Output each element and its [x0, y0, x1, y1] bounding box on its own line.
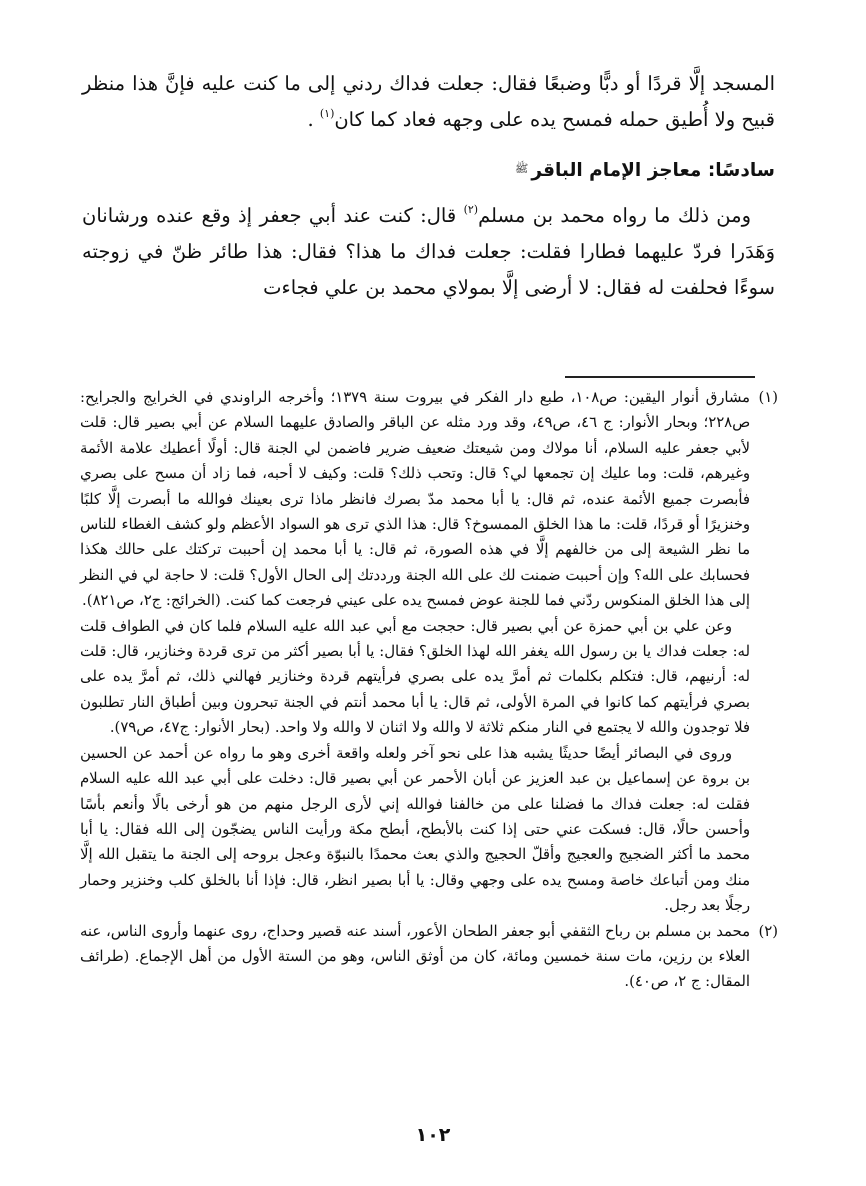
page-number: ١٠٢	[415, 1124, 451, 1146]
continuation-paragraph	[82, 66, 775, 138]
body-paragraph	[82, 198, 775, 306]
footnote-paragraph: وعن علي بن أبي حمزة عن أبي بصير قال: حججت مع أبي عبد الله عليه السلام فلما كان في الطواف قلت له: جعلت فداك يا بن رسول الله يغفر الله لهذا الخلق؟ فقال: يا أبا بصير أكثر من ترى قردة وخنازير، قال: قلت له: أرنيهم، قال: فتكلم بكلمات ثم أمرَّ يده على بصري فرأيتهم قردة وخنازير فهالني ذلك، ثم أمرَّ يده على بصري فرأيتهم كما كانوا في المرة الأولى، ثم قال: يا أبا محمد أنتم في الجنة تبحرون وبين أطباق النار تطلبون فلا توجدون والله لا يجتمع في النار منكم ثلاثة لا والله ولا اثنان لا والله ولا واحد. (بحار الأنوار: ج٤٧، ص٧٩).	[80, 617, 750, 737]
footnote-separator	[565, 376, 755, 378]
main-text	[82, 66, 775, 138]
paragraph-text-start: ومن ذلك ما رواه محمد بن مسلم	[478, 204, 751, 227]
footnote-paragraph: وروى في البصائر أيضًا حديثًا يشبه هذا على نحو آخر ولعله واقعة أخرى وهو ما رواه عن أحمد عن الحسين بن بروة عن إسماعيل بن عبد العزيز عن أبان الأحمر عن أبي بصير قال: دخلت على أبي عبد الله عليه السلام فقلت له: جعلت فداك ما فضلنا على من خالفنا فوالله إني لأرى الرجل منهم من هو أرخى بالًا وأنعم بأسًا وأحسن حالًا، قال: فسكت عني حتى إذا كنت بالأبطح، أبطح مكة ورأيت الناس يضجّون إلى الله فقال: يا أبا محمد ما أكثر الضجيج والعجيج وأقلّ الحجيج والذي بعث محمدًا بالنبوّة وعجل بروحه إلى الجنة ما يتقبل الله إلَّا منك ومن أتباعك خاصة ومسح يده على وجهي وقال: يا أبا بصير انظر، قال: فإذا أنا بالخلق كلب وخنزير وحمار رجلًا بعد رجل.	[80, 744, 750, 915]
section-heading-text: سادسًا: معاجز الإمام الباقر	[531, 160, 775, 181]
footnote-number: (٢)	[758, 922, 778, 940]
footnote-1	[80, 385, 778, 919]
footnote-paragraph: محمد بن مسلم بن رباح الثقفي أبو جعفر الطحان الأعور، أسند عنه قصير وحداج، روى عنهما وأروى الناس، عنه العلاء بن رزين، مات سنة خمسين ومائة، كان من أوثق الناس، وهو من الستة الأول من أهل الإجماع. (طرائف المقال: ج ٢، ص٤٠).	[80, 922, 750, 991]
section-heading	[82, 154, 775, 186]
continuation-end: .	[307, 108, 314, 131]
footnote-number: (١)	[758, 389, 778, 406]
footnotes	[80, 385, 778, 995]
honorific-glyph-icon: ﷺ	[515, 162, 529, 175]
continuation-text: المسجد إلَّا قردًا أو دبًّا وضبعًا فقال: جعلت فداك ردني إلى ما كنت عليه فإنَّ هذا منظر قبيح ولا أُطيق حمله فمسح يده على وجهه فعاد كما كان	[82, 72, 775, 131]
footnote-ref-1[interactable]: (١)	[319, 107, 335, 120]
footnote-ref-2[interactable]: (٢)	[463, 203, 479, 216]
main-text-2	[82, 198, 775, 306]
page-body	[82, 66, 775, 306]
footnote-paragraph: مشارق أنوار اليقين: ص١٠٨، طبع دار الفكر في بيروت سنة ١٣٧٩؛ وأخرجه الراوندي في الخرايج والجرايح: ص٢٢٨؛ وبحار الأنوار: ج ٤٦، ص٤٩، وقد ورد مثله عن الباقر والصادق عليهما السلام عن أبي بصير قال: قلت لأبي جعفر عليه السلام، أنا مولاك ومن شيعتك ضعيف ضرير فاضمن لي الجنة قال: أولًا أعطيك علامة الأئمة وغيرهم، قلت: وما عليك إن تجمعها لي؟ قال: وتحب ذلك؟ قلت: وكيف لا أحبه، فما زاد أن مسح على بصري فأبصرت جميع الأئمة عنده، ثم قال: يا أبا محمد مدّ بصرك فانظر ماذا ترى بعينك فوالله ما أبصرت إلَّا كلبًا وخنزيرًا أو قردًا، قلت: ما هذا الخلق الممسوخ؟ قال: هذا الذي ترى هو السواد الأعظم ولو كشف الغطاء للناس ما نظر الشيعة إلى من خالفهم إلَّا في هذه الصورة، ثم قال: يا أبا محمد إن أحببت تركتك على حالك هكذا فحسابك على الله؟ وإن أحببت ضمنت لك على الله الجنة ورددتك إلى الحال الأول؟ قلت: لا حاجة لي في النظر إلى هذا الخلق المنكوس ردّني فما للجنة عوض فمسح يده على عيني فرجعت كما كنت. (الخرائج: ج٢، ص٨٢١).	[80, 389, 750, 610]
footnote-2	[80, 919, 778, 995]
paragraph-text-rest: قال: كنت عند أبي جعفر إذ وقع عنده ورشانان وَهَدَرا فردّ عليهما فطارا فقلت: جعلت فداك ما هذا؟ فقال: هذا طائر ظنّ في زوجته سوءًا فحلفت له فقال: لا أرضى إلَّا بمولاي محمد بن علي فجاءت	[82, 204, 775, 299]
